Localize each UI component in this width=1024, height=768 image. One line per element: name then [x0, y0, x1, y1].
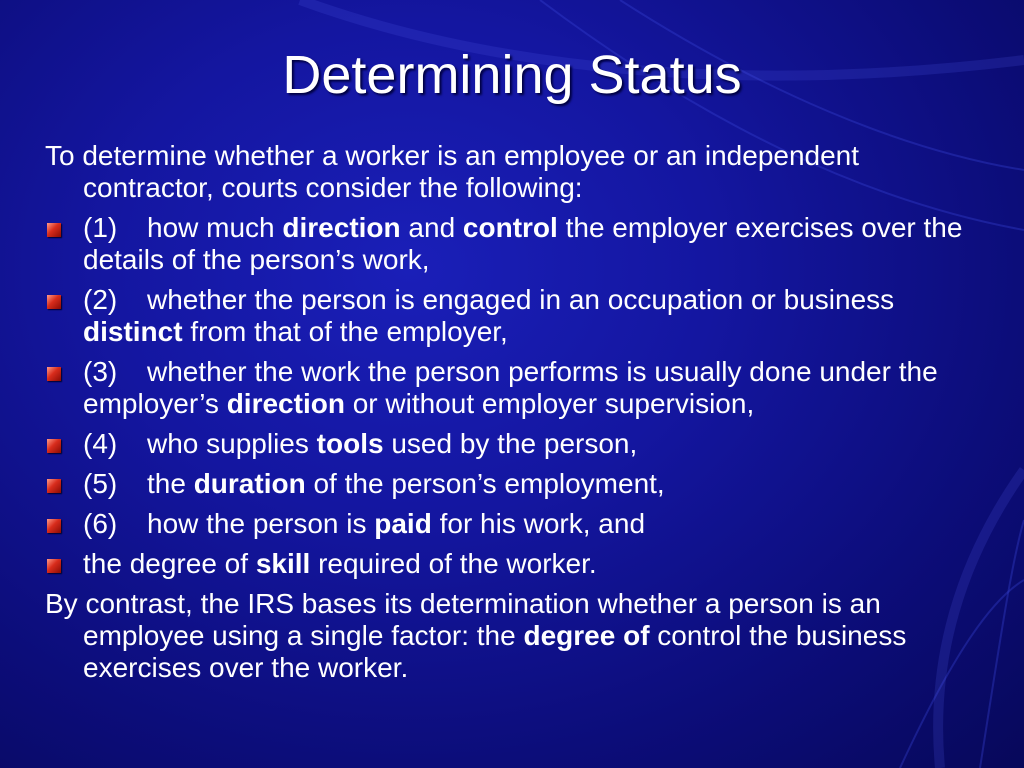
item-bold: paid [374, 508, 432, 539]
slide-body [45, 140, 990, 686]
item-bold: control [462, 212, 558, 243]
square-bullet-icon [47, 519, 61, 533]
closing-text: control the business exercises over the worker. [83, 620, 907, 683]
factor-list [45, 212, 990, 580]
intro-paragraph: To determine whether a worker is an employee or an independent contractor, courts consider the following: [45, 140, 860, 203]
slide-title: Determining Status [282, 45, 742, 105]
list-item [45, 428, 990, 460]
item-text: the employer exercises over the details of the person’s work, [83, 212, 963, 275]
item-text: for his work, and [431, 508, 646, 539]
item-text: whether the person is engaged in an occupation or business [147, 284, 895, 315]
item-number: (6) [83, 508, 118, 539]
item-text: whether the work the person performs is usually done under the employer’s [83, 356, 938, 419]
list-item [45, 284, 990, 348]
square-bullet-icon [47, 439, 61, 453]
square-bullet-icon [47, 479, 61, 493]
item-text: required of the worker. [310, 548, 597, 579]
square-bullet-icon [47, 559, 61, 573]
item-text: from that of the employer, [182, 316, 508, 347]
item-bold: direction [226, 388, 345, 419]
item-number: (4) [83, 428, 118, 459]
item-bold: direction [282, 212, 401, 243]
item-text: the degree of [83, 548, 256, 579]
list-item [45, 468, 990, 500]
item-number: (3) [83, 356, 118, 387]
list-item [45, 212, 990, 276]
square-bullet-icon [47, 295, 61, 309]
item-bold: tools [316, 428, 384, 459]
square-bullet-icon [47, 367, 61, 381]
item-bold: distinct [83, 316, 183, 347]
item-text: the [147, 468, 194, 499]
item-number: (2) [83, 284, 118, 315]
item-bold: duration [193, 468, 306, 499]
item-text: of the person’s employment, [305, 468, 665, 499]
square-bullet-icon [47, 223, 61, 237]
list-item [45, 508, 990, 540]
item-text: or without employer supervision, [344, 388, 755, 419]
list-item [45, 548, 990, 580]
item-bold: skill [255, 548, 311, 579]
item-text: used by the person, [383, 428, 638, 459]
list-item [45, 356, 990, 420]
closing-text: By contrast, the IRS bases its determination whether a person is an employee using a single factor: the [45, 588, 881, 651]
item-text: how much [147, 212, 283, 243]
item-text: and [400, 212, 463, 243]
closing-bold: degree of [523, 620, 650, 651]
item-number: (1) [83, 212, 118, 243]
item-text: who supplies [147, 428, 317, 459]
item-text: how the person is [147, 508, 375, 539]
closing-paragraph [45, 588, 990, 684]
item-number: (5) [83, 468, 118, 499]
